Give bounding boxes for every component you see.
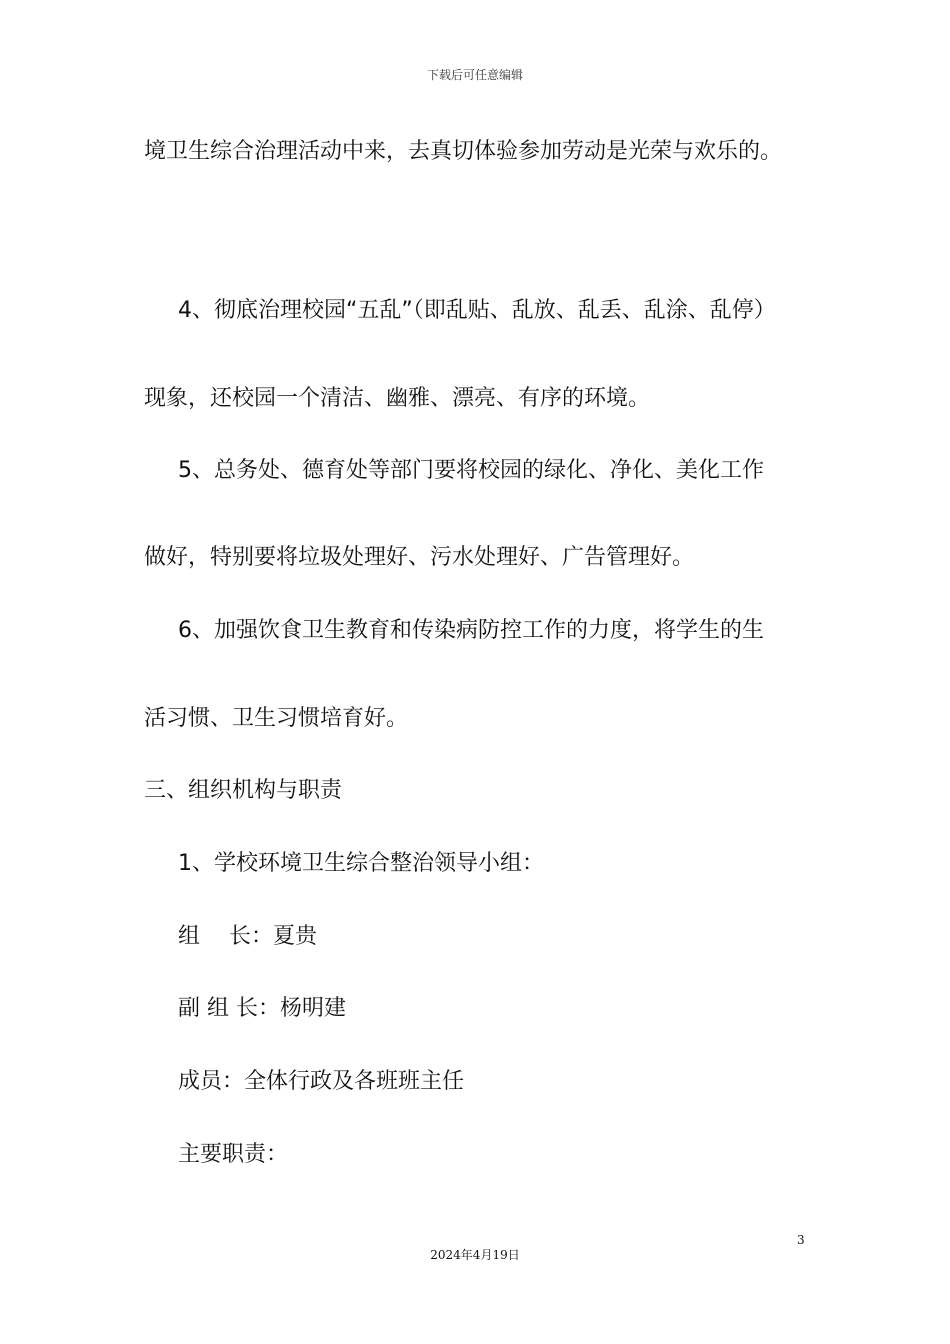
paragraph-line: 5、总务处、德育处等部门要将校园的绿化、净化、美化工作 xyxy=(178,458,764,483)
paragraph-line: 6、加强饮食卫生教育和传染病防控工作的力度，将学生的生 xyxy=(178,618,764,643)
paragraph-line: 主要职责： xyxy=(178,1142,289,1167)
paragraph-line: 活习惯、卫生习惯培育好。 xyxy=(144,706,409,731)
paragraph-line: 现象，还校园一个清洁、幽雅、漂亮、有序的环境。 xyxy=(144,386,651,411)
paragraph-line: 境卫生综合治理活动中来，去真切体验参加劳动是光荣与欢乐的。 xyxy=(144,139,783,164)
paragraph-line: 4、彻底治理校园“五乱”（即乱贴、乱放、乱丢、乱涂、乱停） xyxy=(178,298,776,323)
subsection-heading: 1、学校环境卫生综合整治领导小组： xyxy=(178,851,544,876)
page-number: 3 xyxy=(797,1233,805,1247)
paragraph-line: 成员：全体行政及各班班主任 xyxy=(178,1069,465,1094)
paragraph-line: 组 长：夏贵 xyxy=(178,924,317,949)
paragraph-line: 做好，特别要将垃圾处理好、污水处理好、广告管理好。 xyxy=(144,545,695,570)
footer-date: 2024年4月19日 xyxy=(430,1248,520,1262)
page-header: 下载后可任意编辑 xyxy=(426,68,523,82)
paragraph-line: 副 组 长：杨明建 xyxy=(178,996,346,1021)
section-heading: 三、组织机构与职责 xyxy=(144,778,343,803)
